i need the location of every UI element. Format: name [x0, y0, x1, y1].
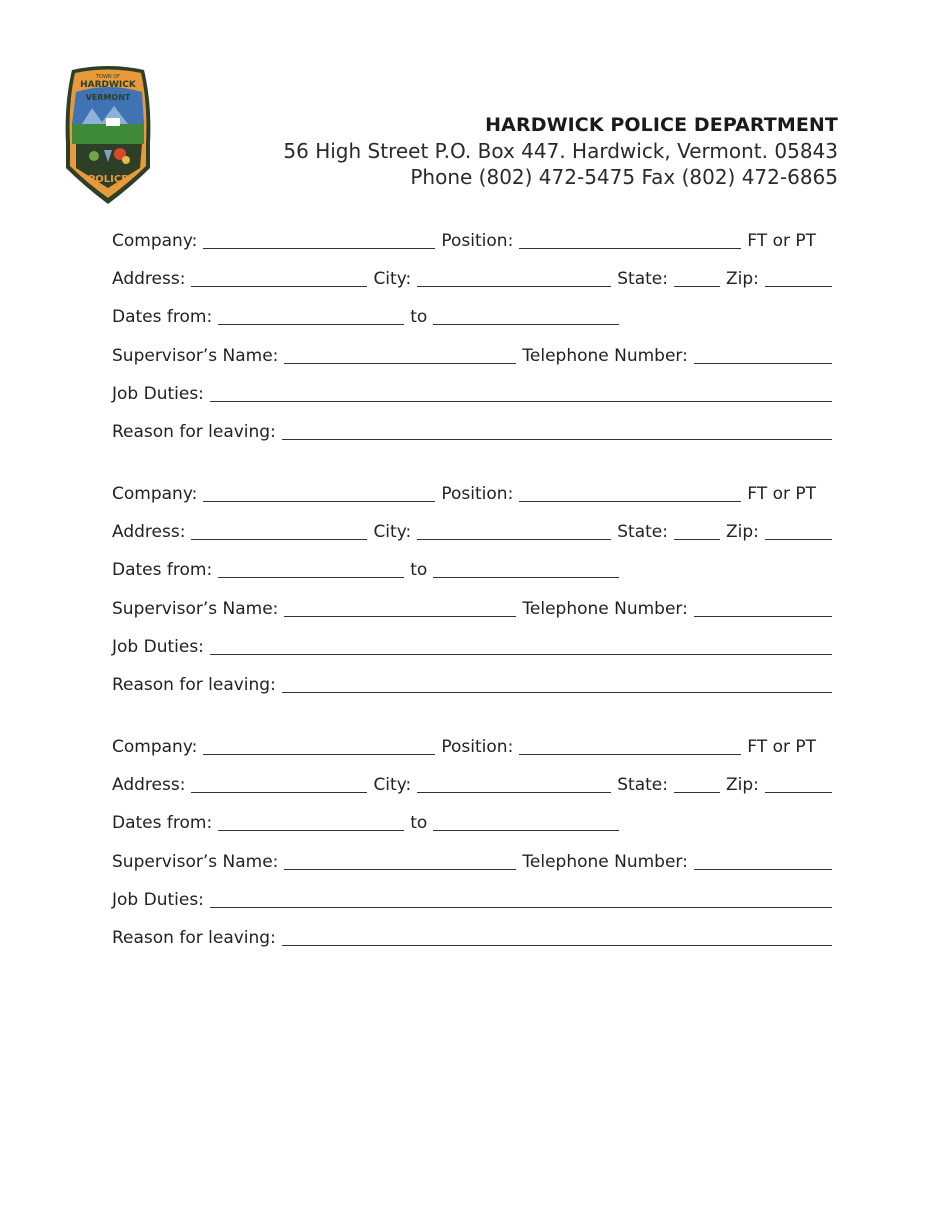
reason-row — [112, 672, 832, 696]
city-field[interactable] — [417, 519, 611, 540]
dates-row — [112, 557, 832, 581]
city-field[interactable] — [417, 266, 611, 287]
supervisor-label: Supervisor’s Name: — [112, 852, 279, 872]
address-row — [112, 266, 832, 290]
reason-row — [112, 419, 832, 443]
ft-pt-label[interactable]: FT or PT — [747, 484, 816, 504]
dates-row — [112, 304, 832, 328]
reason-field[interactable] — [282, 419, 832, 440]
address-field[interactable] — [191, 266, 367, 287]
department-title: HARDWICK POLICE DEPARTMENT — [485, 114, 838, 136]
state-field[interactable] — [674, 266, 720, 287]
reason-row — [112, 925, 832, 949]
dates-row — [112, 810, 832, 834]
job-duties-field[interactable] — [210, 381, 832, 402]
telephone-field[interactable] — [694, 343, 832, 364]
address-label: Address: — [112, 522, 186, 542]
telephone-field[interactable] — [694, 596, 832, 617]
ft-pt-label[interactable]: FT or PT — [747, 231, 816, 251]
ft-pt-label[interactable]: FT or PT — [747, 737, 816, 757]
city-field[interactable] — [417, 772, 611, 793]
dates-from-label: Dates from: — [112, 307, 213, 327]
dates-to-field[interactable] — [433, 810, 619, 831]
state-label: State: — [617, 522, 668, 542]
reason-label: Reason for leaving: — [112, 422, 276, 442]
zip-label: Zip: — [725, 775, 759, 795]
dates-to-label: to — [410, 560, 428, 580]
address-row — [112, 772, 832, 796]
state-field[interactable] — [674, 519, 720, 540]
telephone-label: Telephone Number: — [522, 852, 688, 872]
logo-text-state: VERMONT — [85, 93, 131, 102]
zip-field[interactable] — [765, 519, 832, 540]
job-duties-row — [112, 381, 832, 405]
company-label: Company: — [112, 484, 198, 504]
company-label: Company: — [112, 737, 198, 757]
position-field[interactable] — [519, 228, 741, 249]
supervisor-label: Supervisor’s Name: — [112, 346, 279, 366]
dates-from-label: Dates from: — [112, 560, 213, 580]
position-field[interactable] — [519, 734, 741, 755]
zip-field[interactable] — [765, 266, 832, 287]
dates-from-field[interactable] — [218, 810, 404, 831]
job-duties-label: Job Duties: — [112, 384, 204, 404]
company-label: Company: — [112, 231, 198, 251]
job-duties-row — [112, 887, 832, 911]
company-row — [112, 481, 832, 505]
company-field[interactable] — [203, 734, 435, 755]
telephone-label: Telephone Number: — [522, 599, 688, 619]
position-label: Position: — [441, 484, 514, 504]
address-field[interactable] — [191, 772, 367, 793]
supervisor-field[interactable] — [284, 849, 516, 870]
zip-label: Zip: — [725, 522, 759, 542]
company-row — [112, 734, 832, 758]
job-duties-label: Job Duties: — [112, 890, 204, 910]
dates-to-label: to — [410, 813, 428, 833]
dates-from-field[interactable] — [218, 304, 404, 325]
supervisor-row — [112, 343, 832, 367]
company-field[interactable] — [203, 481, 435, 502]
position-label: Position: — [441, 231, 514, 251]
city-label: City: — [373, 269, 412, 289]
position-field[interactable] — [519, 481, 741, 502]
logo-text-bottom: POLICE — [87, 174, 129, 185]
company-row — [112, 228, 832, 252]
logo-text-top: TOWN OF — [95, 74, 121, 80]
department-patch-logo — [62, 64, 154, 206]
state-field[interactable] — [674, 772, 720, 793]
zip-field[interactable] — [765, 772, 832, 793]
address-field[interactable] — [191, 519, 367, 540]
dates-to-field[interactable] — [433, 557, 619, 578]
job-duties-field[interactable] — [210, 634, 832, 655]
position-label: Position: — [441, 737, 514, 757]
letterhead — [283, 112, 838, 190]
reason-field[interactable] — [282, 925, 832, 946]
company-field[interactable] — [203, 228, 435, 249]
reason-field[interactable] — [282, 672, 832, 693]
supervisor-field[interactable] — [284, 596, 516, 617]
zip-label: Zip: — [725, 269, 759, 289]
supervisor-row — [112, 596, 832, 620]
city-label: City: — [373, 775, 412, 795]
telephone-field[interactable] — [694, 849, 832, 870]
job-duties-label: Job Duties: — [112, 637, 204, 657]
logo-text-town: HARDWICK — [80, 80, 136, 90]
reason-label: Reason for leaving: — [112, 675, 276, 695]
job-duties-field[interactable] — [210, 887, 832, 908]
supervisor-row — [112, 849, 832, 873]
department-address: 56 High Street P.O. Box 447. Hardwick, Vermont. 05843 — [283, 139, 838, 163]
supervisor-label: Supervisor’s Name: — [112, 599, 279, 619]
address-label: Address: — [112, 775, 186, 795]
state-label: State: — [617, 269, 668, 289]
dates-to-label: to — [410, 307, 428, 327]
dates-from-label: Dates from: — [112, 813, 213, 833]
dates-to-field[interactable] — [433, 304, 619, 325]
dates-from-field[interactable] — [218, 557, 404, 578]
address-row — [112, 519, 832, 543]
department-phone: Phone (802) 472-5475 Fax (802) 472-6865 — [410, 165, 838, 189]
city-label: City: — [373, 522, 412, 542]
state-label: State: — [617, 775, 668, 795]
reason-label: Reason for leaving: — [112, 928, 276, 948]
address-label: Address: — [112, 269, 186, 289]
telephone-label: Telephone Number: — [522, 346, 688, 366]
job-duties-row — [112, 634, 832, 658]
supervisor-field[interactable] — [284, 343, 516, 364]
